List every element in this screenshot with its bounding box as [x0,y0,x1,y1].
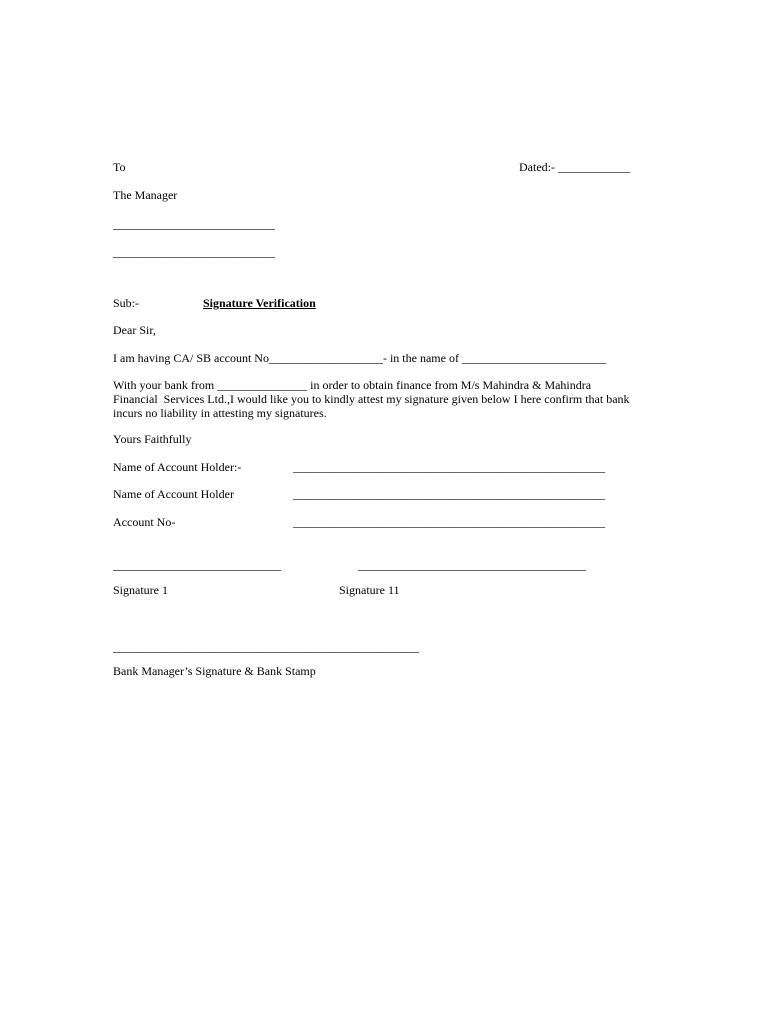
manager-signature-line: ___________________________________________________ [113,640,419,654]
field-label: Name of Account Holder:- [113,460,242,474]
field-label: Name of Account Holder [113,487,234,501]
field-blank: ____________________________________________________ [293,460,605,474]
field-label: Account No- [113,515,176,529]
dated-field: Dated:- ____________ [519,160,630,174]
manager-signature-label: Bank Manager’s Signature & Bank Stamp [113,664,316,678]
address-line-2: ___________________________ [113,245,275,259]
signature-2-label: Signature 11 [339,583,400,597]
to-label: To [113,160,126,174]
body-paragraph-line-1: With your bank from _______________ in order to obtain finance from M/s Mahindra & Mahindra [113,378,592,392]
field-blank: ____________________________________________________ [293,515,605,529]
closing: Yours Faithfully [113,432,192,446]
salutation: Dear Sir, [113,323,156,337]
account-paragraph: I am having CA/ SB account No___________________- in the name of ________________________ [113,351,606,365]
signature-1-label: Signature 1 [113,583,168,597]
field-blank: ____________________________________________________ [293,487,605,501]
recipient-title: The Manager [113,188,178,202]
subject-title: Signature Verification [203,296,316,310]
body-paragraph-line-2: Financial Services Ltd.,I would like you to kindly attest my signature given below I here confirm that bank [113,392,630,406]
subject-label: Sub:- [113,296,140,310]
address-line-1: ___________________________ [113,217,275,231]
signature-line-2: ______________________________________ [358,558,586,572]
body-paragraph-line-3: incurs no liability in attesting my signatures. [113,406,327,420]
signature-line-1: ____________________________ [113,558,281,572]
